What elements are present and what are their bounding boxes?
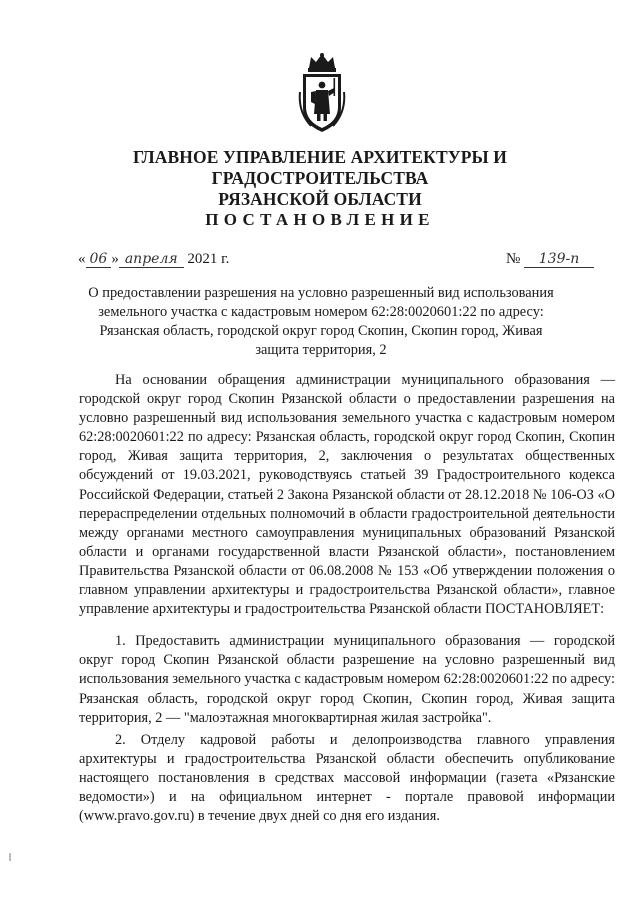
- organization-line-2: РЯЗАНСКОЙ ОБЛАСТИ: [218, 189, 422, 209]
- date-day: 06: [86, 251, 112, 268]
- body-preamble: На основании обращения администрации муниципального образования — городской округ город Скопин Рязанской области о предоставлении разрешения на условно разрешенный вид использования земельного участка с кадастровым номером 62:28:0020601:22 по адресу: Рязанская область, городской округ город Скопин, Скопин город, Живая защита территория, 2, заключения о результатах общественных обсуждений от 19.03.2021, руководствуясь статьей 39 Градостроительного кодекса Российской Федерации, статьей 2 Закона Рязанской области от 28.12.2018 № 106-ОЗ «О перераспределении отдельных полномочий в области градостроительной деятельности между органами местного самоуправления муниципальных образований Рязанской области и органами государственной власти Рязанской области», постановлением Правительства Рязанской области от 06.08.2008 № 153 «Об утверждении положения о главном управлении архитектуры и градостроительства Рязанской области», главное управление архитектуры и градостроительства Рязанской области ПОСТАНОВЛЯЕТ:: [79, 372, 615, 618]
- body-item-2: 2. Отделу кадровой работы и делопроизводства главного управления архитектуры и градостроительства Рязанской области обеспечить опубликование настоящего постановления в средствах массовой информации (газета «Рязанские ведомости») и на официальном интернет - портале правовой информации (www.pravo.gov.ru) в течение двух дней со дня его издания.: [79, 731, 615, 825]
- body-item-1: 1. Предоставить администрации муниципального образования — городской округ город Скопин Рязанской области разрешение на условно разрешенный вид использования земельного участка с кадастровым номером 62:28:0020601:22 по адресу: Рязанская область, городской округ город Скопин, Скопин город, Живая защита территория, 2 — "малоэтажная многоквартирная жилая застройка".: [79, 633, 615, 726]
- scan-margin-mark: [9, 853, 11, 861]
- date-quote-close: »: [111, 251, 119, 267]
- ryazan-coat-of-arms-icon: [297, 52, 347, 134]
- document-date: [78, 251, 229, 268]
- document-subject: О предоставлении разрешения на условно разрешенный вид использования земельного участка с кадастровым номером 62:28:0020601:22 по адресу: Рязанская область, городской округ город Скопин, Скопин город, Живая защита территория, 2: [88, 285, 554, 358]
- organization-header: [40, 147, 600, 210]
- date-number-row: [78, 251, 618, 275]
- document-number: [506, 251, 594, 268]
- date-month: апреля: [119, 251, 184, 268]
- date-quote-open: «: [78, 251, 86, 267]
- date-year: 2021 г.: [187, 251, 230, 267]
- organization-line-1: ГЛАВНОЕ УПРАВЛЕНИЕ АРХИТЕКТУРЫ И ГРАДОСТРОИТЕЛЬСТВА: [133, 147, 507, 188]
- number-sign: №: [505, 251, 521, 267]
- document-type-title: ПОСТАНОВЛЕНИЕ: [205, 210, 435, 229]
- number-value: 139-п: [524, 251, 594, 268]
- document-body: [79, 371, 615, 826]
